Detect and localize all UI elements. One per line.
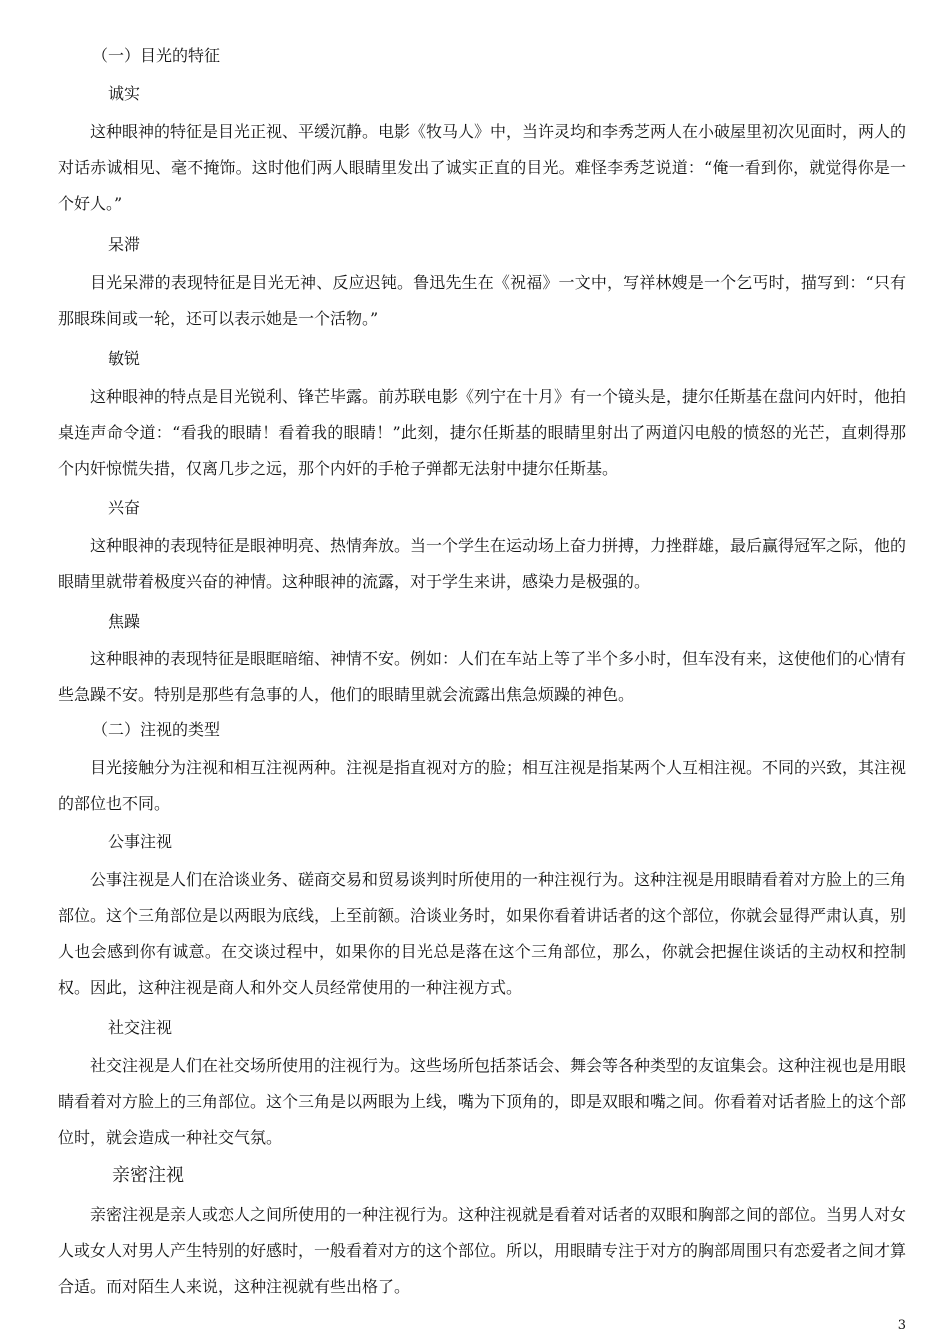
section-heading-gaze-features: （一）目光的特征 xyxy=(92,46,221,65)
paragraph-excited: 这种眼神的表现特征是眼神明亮、热情奔放。当一个学生在运动场上奋力拼搏，力挫群雄，最后赢得冠军之际，他的眼睛里就带着极度兴奋的神情。这种眼神的流露，对于学生来讲，感染力是极强的。 xyxy=(58,536,907,591)
paragraph-types-intro: 目光接触分为注视和相互注视两种。注视是指直视对方的脸；相互注视是指某两个人互相注视。不同的兴致，其注视的部位也不同。 xyxy=(58,758,907,813)
subheading-dull: 呆滞 xyxy=(108,235,141,254)
page-number: 3 xyxy=(897,1318,906,1333)
subheading-honest: 诚实 xyxy=(108,84,141,103)
paragraph-intimate: 亲密注视是亲人或恋人之间所使用的一种注视行为。这种注视就是看着对话者的双眼和胸部之间的部位。当男人对女人或女人对男人产生特别的好感时，一般看着对方的这个部位。所以，用眼睛专注于对方的胸部周围只有恋爱者之间才算合适。而对陌生人来说，这种注视就有些出格了。 xyxy=(58,1205,907,1296)
subheading-intimate: 亲密注视 xyxy=(112,1165,184,1186)
paragraph-honest: 这种眼神的特征是目光正视、平缓沉静。电影《牧马人》中，当许灵均和李秀芝两人在小破屋里初次见面时，两人的对话赤诚相见、毫不掩饰。这时他们两人眼睛里发出了诚实正直的目光。难怪李秀芝说道：“俺一看到你，就觉得你是一个好人。” xyxy=(58,122,907,213)
paragraph-business: 公事注视是人们在洽谈业务、磋商交易和贸易谈判时所使用的一种注视行为。这种注视是用眼睛看着对方脸上的三角部位。这个三角部位是以两眼为底线，上至前额。洽谈业务时，如果你看着讲话者的这个部位，你就会显得严肃认真，别人也会感到你有诚意。在交谈过程中，如果你的目光总是落在这个三角部位，那么，你就会把握住谈话的主动权和控制权。因此，这种注视是商人和外交人员经常使用的一种注视方式。 xyxy=(58,870,907,997)
subheading-business: 公事注视 xyxy=(108,832,173,851)
subheading-anxious: 焦躁 xyxy=(108,612,141,631)
paragraph-sharp: 这种眼神的特点是目光锐利、锋芒毕露。前苏联电影《列宁在十月》有一个镜头是，捷尔任斯基在盘问内奸时，他拍桌连声命令道：“看我的眼睛！看着我的眼睛！”此刻，捷尔任斯基的眼睛里射出了两道闪电般的愤怒的光芒，直刺得那个内奸惊慌失措，仅离几步之远，那个内奸的手枪子弹都无法射中捷尔任斯基。 xyxy=(58,387,907,478)
paragraph-dull: 目光呆滞的表现特征是目光无神、反应迟钝。鲁迅先生在《祝福》一文中，写祥林嫂是一个乞丐时，描写到：“只有那眼珠间或一轮，还可以表示她是一个活物。” xyxy=(58,273,906,328)
paragraph-anxious: 这种眼神的表现特征是眼眶暗缩、神情不安。例如：人们在车站上等了半个多小时，但车没有来，这使他们的心情有些急躁不安。特别是那些有急事的人，他们的眼睛里就会流露出焦急烦躁的神色。 xyxy=(58,649,907,704)
paragraph-social: 社交注视是人们在社交场所使用的注视行为。这些场所包括茶话会、舞会等各种类型的友谊集会。这种注视也是用眼睛看着对方脸上的三角部位。这个三角是以两眼为上线，嘴为下顶角的，即是双眼和嘴之间。你看着对话者脸上的这个部位时，就会造成一种社交气氛。 xyxy=(58,1056,907,1147)
subheading-sharp: 敏锐 xyxy=(108,349,141,368)
section-heading-gaze-types: （二）注视的类型 xyxy=(92,720,221,739)
subheading-excited: 兴奋 xyxy=(108,498,141,517)
subheading-social: 社交注视 xyxy=(108,1018,173,1037)
